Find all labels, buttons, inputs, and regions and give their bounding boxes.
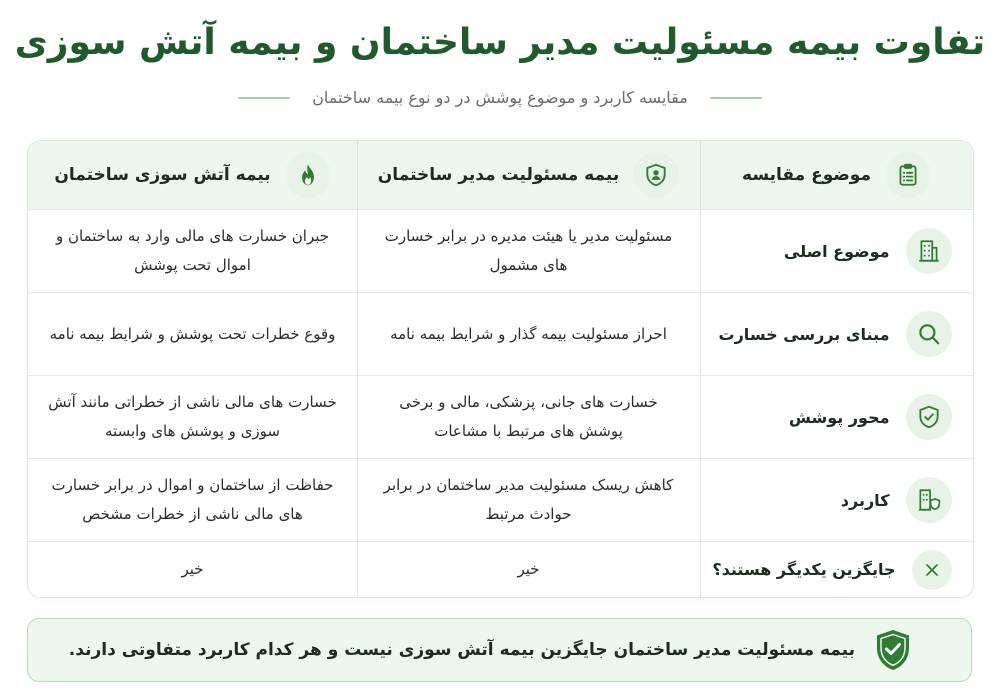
row-label: مبنای بررسی خسارت (718, 324, 890, 344)
table-row (28, 542, 973, 597)
table-header (28, 141, 973, 210)
footer-note-box (27, 618, 972, 682)
header-label-fire: بیمه آتش سوزی ساختمان (54, 165, 271, 185)
manager-cell (357, 210, 701, 292)
clipboard-icon (885, 152, 931, 198)
fire-cell-text: خیر (181, 560, 204, 578)
footer-note: بیمه مسئولیت مدیر ساختمان جایگزین بیمه آتش سوزی نیست و هر کدام کاربرد متفاوتی دارند. (68, 640, 855, 660)
manager-cell-text: خسارت های جانی، پزشکی، مالی و برخی پوشش های مرتبط با مشاعات (399, 393, 658, 440)
fire-cell (28, 459, 358, 541)
row-label-cell (700, 376, 973, 458)
fire-cell (28, 542, 358, 597)
table-row (28, 293, 973, 376)
row-label-cell (700, 210, 973, 292)
fire-cell-text: جبران خسارت های مالی وارد به ساختمان و اموال تحت پوشش (55, 227, 330, 274)
row-label-cell (700, 459, 973, 541)
fire-cell (28, 376, 358, 458)
manager-cell (357, 542, 701, 597)
table-row (28, 210, 973, 293)
shield-check-icon (906, 394, 952, 440)
manager-cell (357, 293, 701, 375)
table-row (28, 376, 973, 459)
subtitle-divider-left (238, 97, 290, 99)
row-label-cell (700, 293, 973, 375)
row-label: جایگزین یکدیگر هستند؟ (712, 560, 896, 579)
header-label-topic: موضوع مقایسه (742, 165, 871, 185)
page-title: تفاوت بیمه مسئولیت مدیر ساختمان و بیمه آتش سوزی (14, 22, 986, 63)
shield-check-icon (873, 628, 913, 672)
fire-cell-text: خسارت های مالی ناشی از خطراتی مانند آتش سوزی و پوشش های وابسته (48, 393, 337, 440)
table-row (28, 459, 973, 542)
x-icon (912, 550, 952, 590)
comparison-table (27, 140, 974, 598)
building-icon (906, 228, 952, 274)
manager-cell-text: احراز مسئولیت بیمه گذار و شرایط بیمه نامه (390, 324, 667, 343)
row-label: محور پوشش (788, 407, 890, 427)
subtitle-divider-right (710, 97, 762, 99)
fire-cell-text: حفاظت از ساختمان و اموال در برابر خسارت های مالی ناشی از خطرات مشخص (51, 476, 334, 523)
manager-cell-text: کاهش ریسک مسئولیت مدیر ساختمان در برابر حوادث مرتبط (383, 476, 674, 523)
header-cell-topic (700, 141, 973, 209)
row-label: موضوع اصلی (783, 241, 890, 261)
fire-cell (28, 210, 358, 292)
page-subtitle: مقایسه کاربرد و موضوع پوشش در دو نوع بیمه ساختمان (312, 88, 688, 107)
header-cell-manager (357, 141, 701, 209)
header-cell-fire (28, 141, 358, 209)
header-label-manager: بیمه مسئولیت مدیر ساختمان (377, 165, 620, 185)
row-label-cell (700, 542, 973, 597)
manager-cell-text: مسئولیت مدیر یا هیئت مدیره در برابر خسارت های مشمول (384, 227, 673, 274)
row-label: کاربرد (840, 490, 890, 510)
manager-cell-text: خیر (517, 560, 540, 578)
subtitle-row (0, 88, 1000, 107)
fire-cell (28, 293, 358, 375)
fire-cell-text: وقوع خطرات تحت پوشش و شرایط بیمه نامه (49, 324, 336, 343)
flame-icon (285, 152, 331, 198)
manager-cell (357, 376, 701, 458)
building-shield-icon (906, 477, 952, 523)
shield-user-icon (633, 152, 679, 198)
manager-cell (357, 459, 701, 541)
search-icon (906, 311, 952, 357)
